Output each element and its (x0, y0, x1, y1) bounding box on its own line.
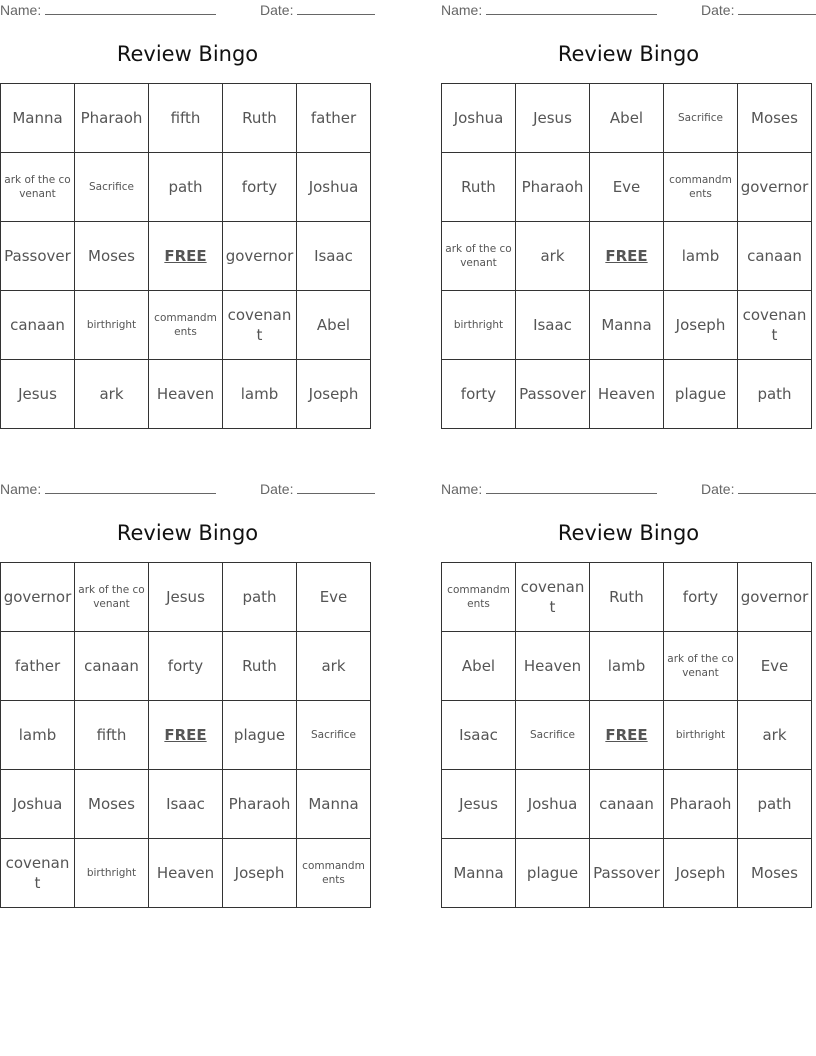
date-field[interactable] (260, 481, 375, 497)
bingo-cell: canaan (75, 632, 149, 701)
bingo-grid (441, 562, 812, 908)
bingo-cell: Eve (590, 153, 664, 222)
bingo-cell: Moses (75, 222, 149, 291)
date-field[interactable] (701, 2, 816, 18)
bingo-cell: Joshua (442, 84, 516, 153)
name-date-row (441, 479, 816, 501)
bingo-cell: ark (297, 632, 371, 701)
bingo-cell: Jesus (516, 84, 590, 153)
free-space-cell: FREE (149, 701, 223, 770)
bingo-cell: Moses (75, 770, 149, 839)
bingo-cell: path (738, 360, 812, 429)
bingo-cell: Moses (738, 839, 812, 908)
bingo-card-2 (441, 0, 816, 403)
bingo-cell: Sacrifice (297, 701, 371, 770)
bingo-cell: lamb (590, 632, 664, 701)
card-title: Review Bingo (116, 42, 259, 66)
bingo-cell: Pharaoh (664, 770, 738, 839)
bingo-cell: path (738, 770, 812, 839)
bingo-cell: commandments (149, 291, 223, 360)
bingo-cell: Passover (516, 360, 590, 429)
bingo-cell: Heaven (149, 839, 223, 908)
bingo-cell: ark of the covenant (664, 632, 738, 701)
bingo-cell: commandments (664, 153, 738, 222)
bingo-cell: governor (1, 563, 75, 632)
name-date-row (0, 0, 376, 22)
bingo-cell: Pharaoh (75, 84, 149, 153)
name-line[interactable] (486, 481, 657, 494)
bingo-cell: governor (738, 153, 812, 222)
bingo-cell: Joshua (1, 770, 75, 839)
bingo-cell: Joseph (664, 839, 738, 908)
bingo-cell: Jesus (442, 770, 516, 839)
bingo-cell: forty (664, 563, 738, 632)
name-label: Name: (0, 2, 42, 18)
bingo-cell: forty (223, 153, 297, 222)
bingo-cell: birthright (664, 701, 738, 770)
bingo-cell: Pharaoh (223, 770, 297, 839)
name-field[interactable] (441, 481, 657, 497)
bingo-cell: Joshua (297, 153, 371, 222)
name-line[interactable] (486, 2, 657, 15)
bingo-cell: Manna (442, 839, 516, 908)
bingo-cell: ark of the covenant (442, 222, 516, 291)
bingo-cell: Joseph (297, 360, 371, 429)
name-label: Name: (441, 481, 483, 497)
bingo-cell: Abel (442, 632, 516, 701)
name-date-row (0, 479, 376, 501)
date-label: Date: (701, 2, 735, 18)
date-label: Date: (260, 2, 294, 18)
bingo-cell: Pharaoh (516, 153, 590, 222)
bingo-cell: Isaac (297, 222, 371, 291)
bingo-card-1 (0, 0, 376, 403)
name-label: Name: (0, 481, 42, 497)
bingo-cell: Joshua (516, 770, 590, 839)
name-line[interactable] (45, 2, 216, 15)
bingo-cell: lamb (664, 222, 738, 291)
bingo-cell: fifth (75, 701, 149, 770)
bingo-cell: canaan (590, 770, 664, 839)
bingo-cell: Eve (738, 632, 812, 701)
bingo-cell: commandments (297, 839, 371, 908)
card-title: Review Bingo (557, 42, 700, 66)
bingo-cell: governor (223, 222, 297, 291)
bingo-cell: ark of the covenant (1, 153, 75, 222)
bingo-cell: Sacrifice (664, 84, 738, 153)
bingo-cell: canaan (1, 291, 75, 360)
bingo-cell: forty (442, 360, 516, 429)
bingo-cell: governor (738, 563, 812, 632)
bingo-cell: birthright (442, 291, 516, 360)
date-label: Date: (260, 481, 294, 497)
name-field[interactable] (441, 2, 657, 18)
bingo-cell: Ruth (590, 563, 664, 632)
bingo-cell: Abel (297, 291, 371, 360)
bingo-cell: Ruth (223, 84, 297, 153)
bingo-cell: ark (738, 701, 812, 770)
date-line[interactable] (297, 2, 375, 15)
bingo-cell: ark (75, 360, 149, 429)
bingo-cell: canaan (738, 222, 812, 291)
bingo-cell: Sacrifice (516, 701, 590, 770)
card-title: Review Bingo (116, 521, 259, 545)
bingo-cell: Ruth (442, 153, 516, 222)
name-line[interactable] (45, 481, 216, 494)
bingo-cell: commandments (442, 563, 516, 632)
bingo-cell: birthright (75, 839, 149, 908)
bingo-cell: Joseph (664, 291, 738, 360)
bingo-cell: Passover (1, 222, 75, 291)
bingo-grid (0, 83, 371, 429)
bingo-cell: Ruth (223, 632, 297, 701)
name-date-row (441, 0, 816, 22)
bingo-cell: plague (664, 360, 738, 429)
bingo-cell: covenant (516, 563, 590, 632)
bingo-cell: Eve (297, 563, 371, 632)
bingo-cell: Heaven (149, 360, 223, 429)
bingo-cell: covenant (223, 291, 297, 360)
bingo-cell: Jesus (149, 563, 223, 632)
bingo-cell: father (1, 632, 75, 701)
bingo-cell: Moses (738, 84, 812, 153)
bingo-cell: Manna (1, 84, 75, 153)
bingo-cell: birthright (75, 291, 149, 360)
bingo-cell: Isaac (149, 770, 223, 839)
date-label: Date: (701, 481, 735, 497)
free-space-cell: FREE (590, 701, 664, 770)
name-label: Name: (441, 2, 483, 18)
date-line[interactable] (297, 481, 375, 494)
name-field[interactable] (0, 481, 216, 497)
card-title: Review Bingo (557, 521, 700, 545)
bingo-cell: forty (149, 632, 223, 701)
bingo-cell: Manna (297, 770, 371, 839)
bingo-cell: Heaven (516, 632, 590, 701)
date-field[interactable] (701, 481, 816, 497)
bingo-cell: path (223, 563, 297, 632)
bingo-cell: Isaac (442, 701, 516, 770)
bingo-cell: path (149, 153, 223, 222)
name-field[interactable] (0, 2, 216, 18)
bingo-cell: Abel (590, 84, 664, 153)
date-field[interactable] (260, 2, 375, 18)
date-line[interactable] (738, 481, 816, 494)
bingo-grid (0, 562, 371, 908)
bingo-cell: fifth (149, 84, 223, 153)
bingo-cell: father (297, 84, 371, 153)
bingo-cell: lamb (1, 701, 75, 770)
bingo-cell: Sacrifice (75, 153, 149, 222)
bingo-cell: Isaac (516, 291, 590, 360)
bingo-cell: plague (516, 839, 590, 908)
bingo-cell: ark (516, 222, 590, 291)
free-space-cell: FREE (590, 222, 664, 291)
bingo-cell: Joseph (223, 839, 297, 908)
bingo-cell: covenant (738, 291, 812, 360)
bingo-cell: ark of the covenant (75, 563, 149, 632)
bingo-cell: lamb (223, 360, 297, 429)
bingo-card-4 (441, 479, 816, 882)
bingo-cell: plague (223, 701, 297, 770)
bingo-cell: Passover (590, 839, 664, 908)
bingo-card-3 (0, 479, 376, 892)
bingo-grid (441, 83, 812, 429)
bingo-cell: Manna (590, 291, 664, 360)
bingo-cell: Jesus (1, 360, 75, 429)
date-line[interactable] (738, 2, 816, 15)
bingo-cell: covenant (1, 839, 75, 908)
bingo-cell: Heaven (590, 360, 664, 429)
free-space-cell: FREE (149, 222, 223, 291)
